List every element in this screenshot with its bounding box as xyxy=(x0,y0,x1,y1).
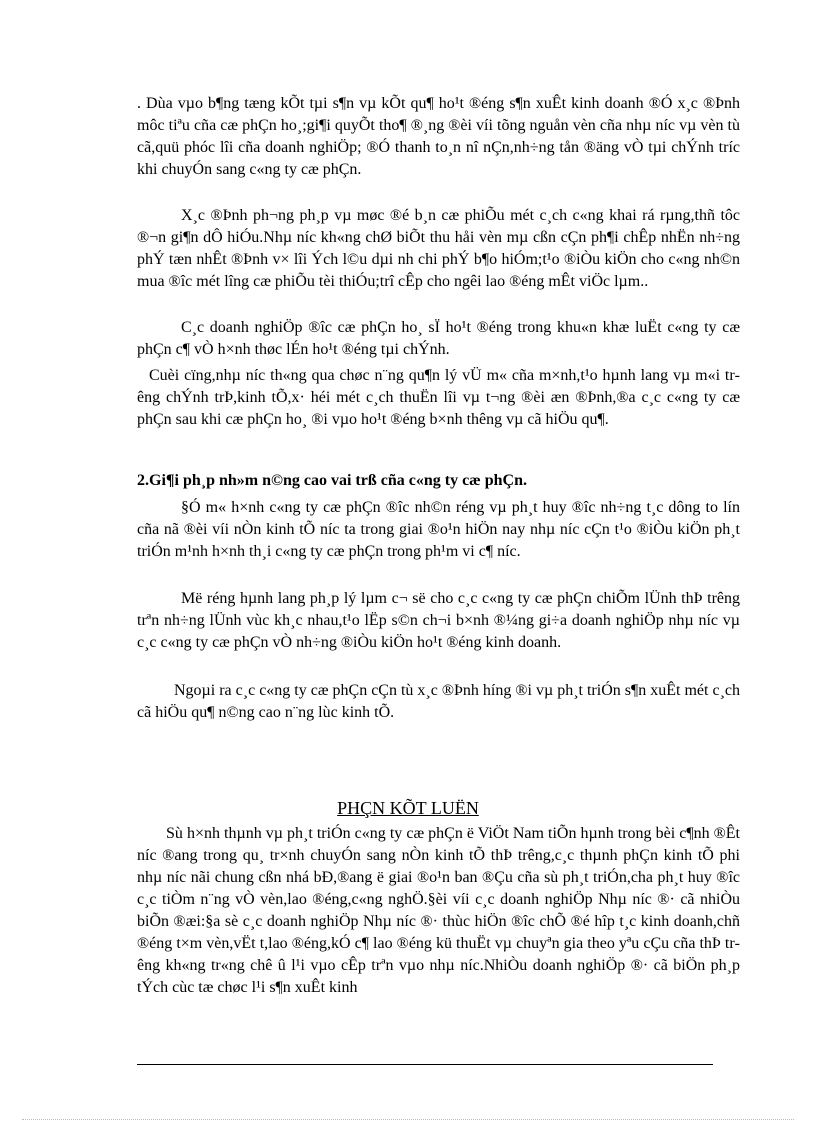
paragraph-2: X¸c ®Þnh ph¬ng ph¸p vµ møc ®é b¸n cæ phiÕu mét c¸ch c«ng khai rá rµng,thñ tôc ®¬n gi¶n dÔ hiÓu.Nhµ níc kh«ng chØ biÕt thu håi vèn mµ cßn cÇn ph¶i chÊp nhËn nh÷ng phÝ tæn nhÊt ®Þnh v× lîi Ých l©u dµi nh chi phÝ b¶o hiÓm;t¹o ®iÒu kiÖn cho c«ng nh©n mua ®îc mét lîng cæ phiÕu tèi thiÓu;trî cÊp cho ngêi lao ®éng mÊt viÖc lµm.. xyxy=(137,207,740,290)
page-border-bottom xyxy=(22,1119,794,1120)
paragraph-4: Cuèi cïng,nhµ níc th«ng qua chøc n¨ng qu¶n lý vÜ m« cña m×nh,t¹o hµnh lang vµ m«i trêng chÝnh trÞ,kinh tÕ,x· héi mét c¸ch thuËn lîi vµ t¬ng ®èi æn ®Þnh,®a c¸c c«ng ty cæ phÇn sau khi cæ phÇn ho¸ ®i vµo ho¹t ®éng b×nh thêng vµ cã hiÖu qu¶. xyxy=(137,367,740,428)
section-paragraph-1: §Ó m« h×nh c«ng ty cæ phÇn ®îc nh©n réng vµ ph¸t huy ®îc nh÷ng t¸c dông to lín cña nã ®èi víi nÒn kinh tÕ níc ta trong giai ®o¹n hiÖn nay nhµ níc cÇn t¹o ®iÒu kiÖn ph¸t triÓn m¹nh h×nh th¸i c«ng ty cæ phÇn trong ph¹m vi c¶ níc. xyxy=(137,499,740,560)
conclusion-paragraph: Sù h×nh thµnh vµ ph¸t triÓn c«ng ty cæ phÇn ë ViÖt Nam tiÕn hµnh trong bèi c¶nh ®Êt níc ®ang trong qu¸ tr×nh chuyÓn sang nÒn kinh tÕ thÞ trêng,c¸c thµnh phÇn kinh tÕ phi nhµ níc nãi chung cßn nhá bÐ,®ang ë giai ®o¹n ban ®Çu cña sù ph¸t triÓn,cha ph¸t huy ®îc c¸c tiÒm n¨ng vÒ vèn,lao ®éng,c«ng nghÖ.§èi víi c¸c doanh nghiÖp Nhµ níc ®· cã nhiÒu biÕn ®æi:§a sè c¸c doanh nghiÖp Nhµ níc ®· thùc hiÖn ®îc chÕ ®é hîp t¸c kinh doanh,chñ ®éng t×m vèn,vËt t,lao ®éng,kÓ c¶ lao ®éng kü thuËt vµ chuyªn gia theo yªu cÇu cña thÞ trêng kh«ng tr«ng chê û l¹i vµo cÊp trªn vµo nhµ níc.NhiÒu doanh nghiÖp ®· cã biÖn ph¸p tÝch cùc tæ chøc l¹i s¶n xuÊt kinh xyxy=(137,825,740,996)
paragraph-3: C¸c doanh nghiÖp ®îc cæ phÇn ho¸ sÏ ho¹t ®éng trong khu«n khæ luËt c«ng ty cæ phÇn c¶ vÒ h×nh thøc lÉn ho¹t ®éng tµi chÝnh. xyxy=(137,319,740,358)
section-paragraph-2: Më réng hµnh lang ph¸p lý lµm c¬ së cho c¸c c«ng ty cæ phÇn chiÕm lÜnh thÞ trêng trªn nh÷ng lÜnh vùc kh¸c nhau,t¹o lËp s©n ch¬i b×nh ®¼ng gi÷a doanh nghiÖp nhµ níc vµ c¸c c«ng ty cæ phÇn vÒ nh÷ng ®iÒu kiÖn ho¹t ®éng kinh doanh. xyxy=(137,590,740,651)
conclusion-title: PHÇN KÕT LUËN xyxy=(337,798,479,818)
footer-rule xyxy=(137,1064,713,1065)
paragraph-1: . Dùa vµo b¶ng tæng kÕt tµi s¶n vµ kÕt qu¶ ho¹t ®éng s¶n xuÊt kinh doanh ®Ó x¸c ®Þnh môc tiªu cña cæ phÇn ho¸;gi¶i quyÕt tho¶ ®¸ng ®èi víi tõng nguån vèn cña nhµ níc vµ vèn tù cã,quü phóc lîi cña doanh nghiÖp; ®Ó thanh to¸n nî nÇn,nh÷ng tån ®äng vÒ tµi chÝnh tríc khi chuyÓn sang c«ng ty cæ phÇn. xyxy=(137,95,740,178)
section-heading: 2.Gi¶i ph¸p nh»m n©ng cao vai trß cña c«ng ty cæ phÇn. xyxy=(137,472,527,489)
section-paragraph-3: Ngoµi ra c¸c c«ng ty cæ phÇn cÇn tù x¸c ®Þnh híng ®i vµ ph¸t triÓn s¶n xuÊt mét c¸ch cã hiÖu qu¶ n©ng cao n¨ng lùc kinh tÕ. xyxy=(137,682,740,721)
